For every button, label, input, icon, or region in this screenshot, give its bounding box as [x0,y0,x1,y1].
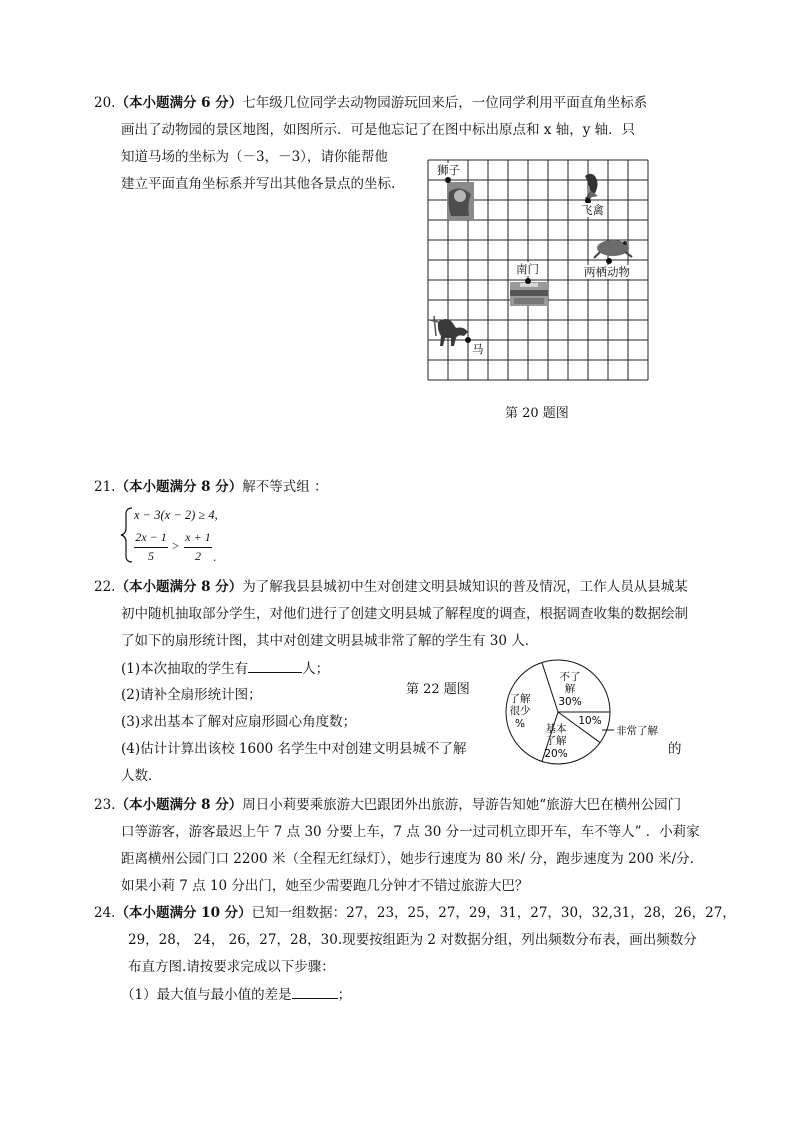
q24-sub-1 [121,985,351,1004]
horse-dot [465,337,471,343]
q24-answer-blank-1[interactable] [292,985,338,999]
q22-answer-blank-1[interactable] [248,659,302,673]
pie-slice-value: % [515,718,525,730]
q23-line-1 [94,796,681,814]
q20-line-2: 画出了动物园的景区地图，如图所示．可是他忘记了在图中标出原点和 x 轴，y 轴．只 [121,122,636,138]
q23-line-2: 口等游客，游客最迟上午 7 点 30 分要上车，7 点 30 分一过司机立即开车，车不等人” ．小莉家 [121,824,700,840]
lion-image [447,182,474,220]
pie-slice-label: 了解 [509,693,531,705]
amphibian-label: 两栖动物 [584,265,630,279]
bird-label: 飞禽 [581,203,604,217]
ineq2-right-bar [184,547,212,548]
south-gate-dot [525,278,531,284]
q23-number: 23. [94,797,116,813]
q21-score: （本小题满分 8 分） [115,479,243,495]
q22-sub-4-cont: 人数． [121,768,162,784]
q24-line-1 [94,904,736,922]
pie-slice-label: 解 [564,683,576,695]
q20-line-4: 建立平面直角坐标系并写出其他各景点的坐标. [121,176,396,192]
pie-slice-label: 了解 [545,735,567,747]
q20-text-1: 七年级几位同学去动物园游玩回来后，一位同学利用平面直角坐标系 [242,95,648,111]
q23-line-3: 距离横州公园门口 2200 米（全程无红绿灯），她步行速度为 80 米/ 分，跑步速度为 200 米/分. [121,851,694,867]
q22-line-2: 初中随机抽取部分学生，对他们进行了创建文明县城了解程度的调查，根据调查收集的数据绘制 [121,606,688,622]
pie-slice-value: 20% [544,748,568,760]
q22-number: 22. [94,579,116,595]
q24-line-2: 29，28， 24， 26，27，28，30.现要按组距为 2 对数据分组，列出频数分布表，画出频数分 [128,932,697,948]
q24-sub-1-end: ； [337,987,352,1003]
q22-score: （本小题满分 8 分） [115,579,243,595]
q22-sub-1-unit: 人； [302,661,330,677]
q23-text-1: 周日小莉要乘旅游大巴跟团外出旅游，导游告知她“旅游大巴在横州公园门 [242,797,682,813]
pie-slice-label: 不了 [559,671,581,683]
q24-sub-1-text: （1）最大值与最小值的差是 [121,987,292,1003]
ineq2-end: . [213,550,217,564]
ineq2-left-denominator: 5 [148,549,154,563]
q20-line-3: 知道马场的坐标为（－3，－3），请你能帮他 [121,149,388,165]
ineq2-right-numerator: x + 1 [185,530,211,544]
q24-number: 24. [94,905,116,921]
q20-line-1 [94,94,647,112]
amphibian-image [594,240,632,258]
pie-slice-label: 很少 [509,705,531,717]
south-gate-image [510,282,548,306]
inequality-1: x − 3(x − 2) ≥ 4, [134,508,218,522]
q20-figure-caption: 第 20 题图 [505,406,569,421]
system-brace [120,506,134,564]
q24-line-3: 布直方图.请按要求完成以下步骤： [128,959,335,975]
q22-line-1 [94,578,688,596]
q22-sub-3: (3)求出基本了解对应扇形圆心角度数； [121,714,357,730]
lion-label: 狮子 [437,163,460,177]
q22-sub-2: (2)请补全扇形统计图； [121,687,262,703]
q21-text: 解不等式组 ： [242,479,328,495]
q22-sub-1 [121,659,329,678]
lion-dot [445,177,451,183]
pie-chart [490,654,670,770]
q22-sub-4: (4)估计计算出该校 1600 名学生中对创建文明县城不了解 [121,741,467,757]
q24-score: （本小题满分 10 分） [115,905,252,921]
pie-slice-value: 30% [558,696,582,708]
q20-number: 20. [94,95,116,111]
q23-line-4: 如果小莉 7 点 10 分出门，她至少需要跑几分钟才不错过旅游大巴？ [121,878,529,894]
horse-label: 马 [472,342,484,356]
pie-slice-label: 基本 [545,723,567,735]
pie-callout-label: 非常了解 [616,725,658,737]
q24-text-1: 已知一组数据：27，23，25，27，29，31，27，30，32,31，28，26，27， [251,905,736,921]
ineq2-left-numerator: 2x − 1 [135,530,167,544]
amphibian-dot [606,258,612,264]
south-gate-label: 南门 [516,262,539,276]
ineq2-operator: > [172,539,180,553]
q20-score: （本小题满分 6 分） [115,95,243,111]
q22-text-1: 为了解我县县城初中生对创建文明县城知识的普及情况，工作人员从县城某 [242,579,688,595]
q21-line-1 [94,478,328,496]
q22-line-3: 了如下的扇形统计图，其中对创建文明县城非常了解的学生有 30 人． [121,633,539,649]
q21-number: 21. [94,479,116,495]
q22-figure-caption: 第 22 题图 [406,682,470,697]
ineq2-right-denominator: 2 [195,549,201,563]
bird-image [585,174,598,200]
q22-sub-4-tail: 的 [668,741,682,757]
ineq2-left-bar [134,547,168,548]
q22-sub-1-text: (1)本次抽取的学生有 [121,661,249,677]
pie-slice-value: 10% [578,715,602,727]
q23-score: （本小题满分 8 分） [115,797,243,813]
